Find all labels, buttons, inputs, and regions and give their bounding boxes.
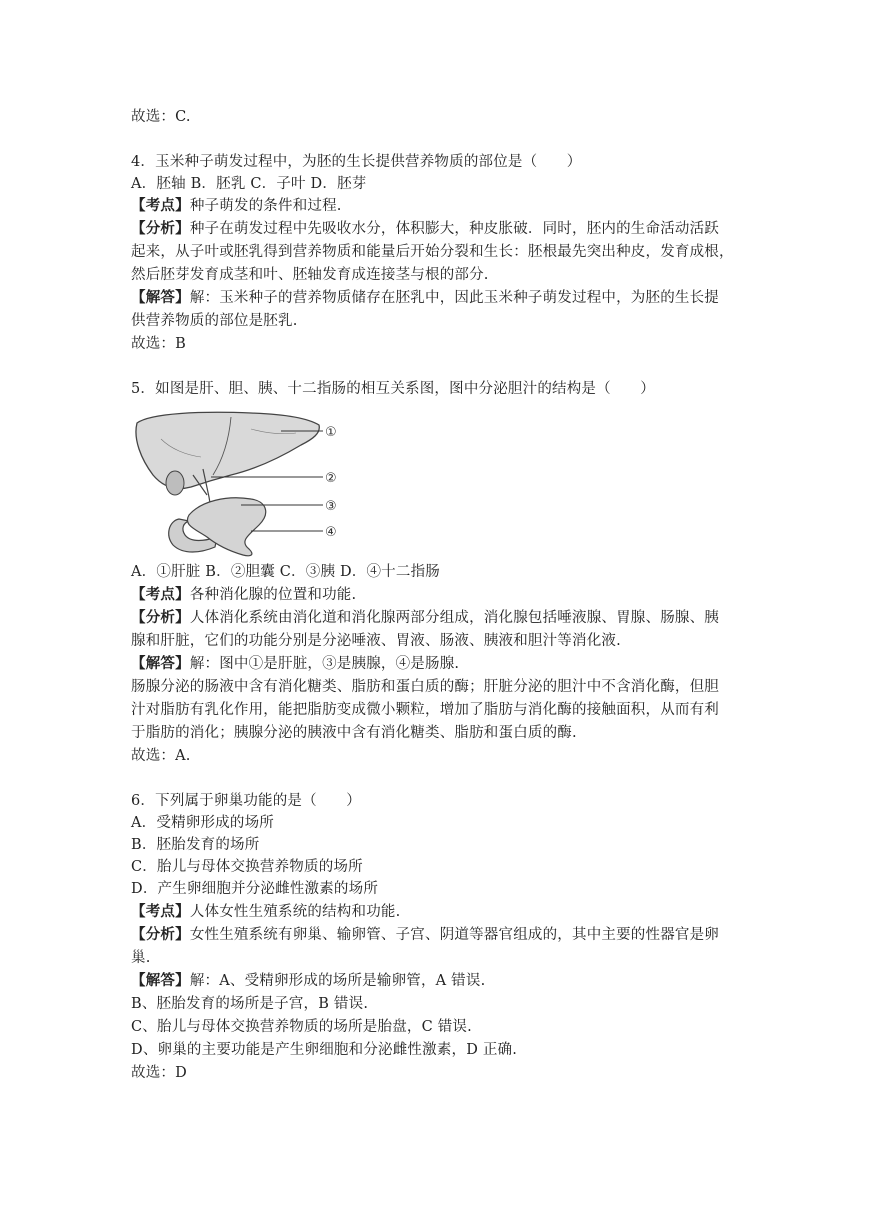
q5-options: A．①肝脏 B．②胆囊 C．③胰 D．④十二指肠	[131, 564, 440, 580]
q6-fenxi-line-2: 巢.	[131, 950, 151, 966]
kaodian-tag: 【考点】	[131, 903, 190, 920]
liver-pancreas-figure	[131, 409, 346, 559]
figure-label-4: ④	[325, 525, 337, 540]
q6-option-c: C．胎儿与母体交换营养物质的场所	[131, 859, 363, 875]
q6-question: 6．下列属于卵巢功能的是（ ）	[131, 793, 361, 809]
q5-fenxi	[131, 607, 719, 629]
q6-option-d: D．产生卵细胞并分泌雌性激素的场所	[131, 881, 379, 897]
q4-fenxi-line-3: 然后胚芽发育成茎和叶、胚轴发育成连接茎与根的部分.	[131, 267, 489, 283]
q3-answer: 故选：C.	[131, 109, 191, 125]
jieda-tag: 【解答】	[131, 972, 190, 989]
q5-fenxi-text-1: 人体消化系统由消化道和消化腺两部分组成，消化腺包括唾液腺、胃腺、肠腺、胰	[189, 610, 720, 626]
q6-answer: 故选：D	[131, 1065, 187, 1081]
q6-fenxi-text-1: 女性生殖系统有卵巢、输卵管、子宫、阴道等器官组成的，其中主要的性器官是卵	[189, 927, 720, 943]
q4-question: 4．玉米种子萌发过程中，为胚的生长提供营养物质的部位是（ ）	[131, 154, 582, 170]
q5-fenxi-line-2: 腺和肝脏，它们的功能分别是分泌唾液、胃液、肠液、胰液和胆汁等消化液.	[131, 633, 621, 649]
q5-jieda-line-3: 汁对脂肪有乳化作用，能把脂肪变成微小颗粒，增加了脂肪与消化酶的接触面积，从而有利	[131, 702, 719, 718]
fenxi-tag: 【分析】	[131, 220, 190, 237]
q6-fenxi	[131, 924, 719, 946]
q4-fenxi-text-1: 种子在萌发过程中先吸收水分，体积膨大，种皮胀破．同时，胚内的生命活动活跃	[189, 221, 720, 237]
q5-kaodian-text: 各种消化腺的位置和功能.	[189, 587, 357, 603]
q6-option-a: A．受精卵形成的场所	[131, 815, 274, 831]
q4-jieda-text-1: 解：玉米种子的营养物质储存在胚乳中，因此玉米种子萌发过程中，为胚的生长提	[189, 290, 720, 306]
q5-jieda-text-1: 解：图中①是肝脏，③是胰腺，④是肠腺.	[189, 656, 460, 672]
q5-kaodian	[131, 584, 356, 606]
q6-jieda	[131, 970, 485, 992]
kaodian-tag: 【考点】	[131, 197, 190, 214]
q4-options: A．胚轴 B．胚乳 C．子叶 D．胚芽	[131, 176, 367, 192]
jieda-tag: 【解答】	[131, 655, 190, 672]
q5-answer: 故选：A.	[131, 748, 191, 764]
figure-label-1: ①	[325, 425, 337, 440]
figure-label-3: ③	[325, 499, 337, 514]
jieda-tag: 【解答】	[131, 289, 190, 306]
q6-jieda-line-3: C、胎儿与母体交换营养物质的场所是胎盘，C 错误.	[131, 1019, 472, 1035]
q4-fenxi	[131, 218, 719, 240]
q5-jieda-line-2: 肠腺分泌的肠液中含有消化糖类、脂肪和蛋白质的酶；肝脏分泌的胆汁中不含消化酶，但胆	[131, 679, 719, 695]
q4-answer: 故选：B	[131, 336, 186, 352]
q5-jieda	[131, 653, 459, 675]
q5-question: 5．如图是肝、胆、胰、十二指肠的相互关系图，图中分泌胆汁的结构是（ ）	[131, 381, 655, 397]
q6-option-b: B．胚胎发育的场所	[131, 837, 260, 853]
q6-jieda-text-1: 解：A、受精卵形成的场所是输卵管，A 错误.	[189, 973, 486, 989]
q6-jieda-line-2: B、胚胎发育的场所是子宫，B 错误.	[131, 996, 369, 1012]
kaodian-tag: 【考点】	[131, 586, 190, 603]
q4-jieda-line-2: 供营养物质的部位是胚乳.	[131, 313, 298, 329]
q4-kaodian	[131, 195, 342, 217]
q5-jieda-line-4: 于脂肪的消化；胰腺分泌的胰液中含有消化糖类、脂肪和蛋白质的酶.	[131, 725, 577, 741]
q6-kaodian-text: 人体女性生殖系统的结构和功能.	[189, 904, 401, 920]
q6-kaodian	[131, 901, 400, 923]
q4-jieda	[131, 287, 719, 309]
fenxi-tag: 【分析】	[131, 926, 190, 943]
figure-label-2: ②	[325, 471, 337, 486]
q4-kaodian-text: 种子萌发的条件和过程.	[189, 198, 342, 214]
q6-jieda-line-4: D、卵巢的主要功能是产生卵细胞和分泌雌性激素，D 正确.	[131, 1042, 518, 1058]
fenxi-tag: 【分析】	[131, 609, 190, 626]
q4-fenxi-line-2: 起来，从子叶或胚乳得到营养物质和能量后开始分裂和生长：胚根最先突出种皮，发育成根，	[131, 244, 734, 260]
gallbladder-shape	[166, 471, 184, 495]
